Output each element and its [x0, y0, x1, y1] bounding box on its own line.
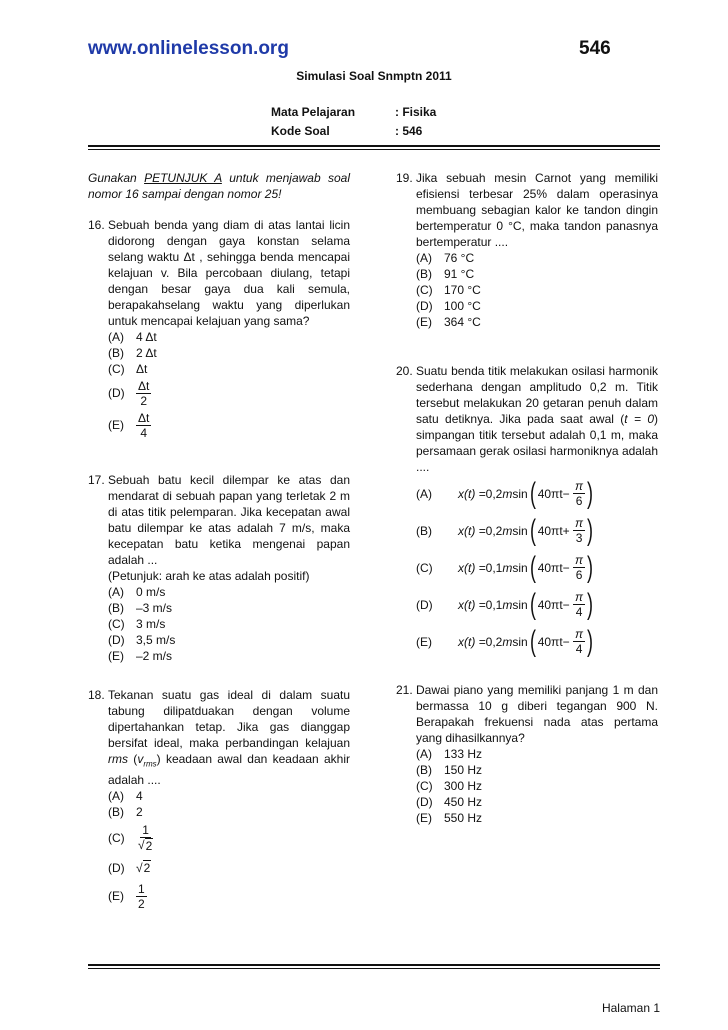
document-number: 546	[579, 38, 611, 59]
question-16	[88, 217, 350, 441]
formula: x(t) = 0,2 m sin ( 40πt − $\frac{\pi}{4}$ )	[458, 624, 594, 658]
question-number: 20.	[396, 364, 413, 378]
fraction: $\frac{\Delta t}{4}$	[138, 410, 150, 440]
option-c[interactable]: (C) 300 Hz	[416, 779, 483, 793]
question-number: 19.	[396, 171, 413, 185]
formula: x(t) = 0,2 m sin ( 40πt − $\frac{\pi}{6}$ )	[458, 476, 594, 510]
header-rule-thick	[88, 145, 660, 147]
option-d[interactable]: (D) √ 2	[108, 861, 151, 876]
answer-options	[416, 475, 658, 660]
option-d[interactable]: (D) 450 Hz	[416, 795, 483, 809]
option-d[interactable]: (D) x(t) = 0,1 m sin ( 40πt − $\frac{\pi}{4}$ )	[416, 587, 594, 621]
fraction: $\frac{\pi}{4}$	[575, 627, 584, 656]
option-c[interactable]: (C) 170 °C	[416, 283, 481, 297]
header-rule-thin	[88, 149, 660, 150]
answer-options	[108, 584, 350, 664]
question-text: Sebuah batu kecil dilempar ke atas dan mendarat di sebuah papan yang terletak 2 m di atas titik pelemparan. Jika kecepatan awal batu dilempar ke atas adalah 7 m/s, maka kecepatan batu ketika mengenai papan adalah ...	[108, 473, 350, 567]
fraction: $\frac{\pi}{4}$	[575, 590, 584, 619]
option-b[interactable]: (B) x(t) = 0,2 m sin ( 40πt + $\frac{\pi}{3}$ )	[416, 513, 594, 547]
option-b[interactable]: (B) 150 Hz	[416, 763, 483, 777]
option-a[interactable]: (A) 0 m/s	[108, 585, 166, 599]
option-d[interactable]: (D) 100 °C	[416, 299, 481, 313]
option-e[interactable]: (E) –2 m/s	[108, 649, 173, 663]
option-a[interactable]: (A) 76 °C	[416, 251, 475, 265]
option-e[interactable]: (E) $\frac{\Delta t}{4}$	[108, 410, 150, 440]
question-21	[396, 682, 658, 826]
option-a[interactable]: (A) 4 Δt	[108, 330, 157, 344]
option-b[interactable]: (B) 2	[108, 805, 143, 820]
fraction: 1 √ 2	[138, 823, 153, 854]
option-e[interactable]: (E) x(t) = 0,2 m sin ( 40πt − $\frac{\pi}{4}$ )	[416, 624, 594, 658]
option-c[interactable]: (C) Δt	[108, 362, 148, 376]
fraction: $\frac{\Delta t}{2}$	[138, 378, 150, 408]
question-text: Sebuah benda yang diam di atas lantai licin didorong dengan gaya konstan selama selang waktu Δt , sehingga benda mencapai kelajuan v. Bila percobaan diulang, tetapi dengan besar gaya dua kali semula, berapakahselang waktu yang diperlukan untuk mencapai kelajuan yang sama?	[108, 218, 350, 328]
fraction: $\frac{\pi}{6}$	[575, 479, 584, 508]
question-text: Suatu benda titik melakukan osilasi harmonik sederhana dengan amplitudo 0,2 m. Titik tersebut melakukan 20 getaran penuh dalam satu detiknya. Jika pada saat awal (t = 0) simpangan titik tersebut adalah 0,1 m, maka persamaan gerak osilasi harmoniknya adalah ....	[416, 364, 658, 474]
question-17	[88, 472, 350, 664]
option-c[interactable]: (C) 1 √ 2	[108, 820, 350, 856]
left-column	[88, 170, 350, 202]
question-18	[88, 687, 350, 912]
answer-options	[108, 788, 350, 912]
option-b[interactable]: (B) 91 °C	[416, 267, 475, 281]
answer-options	[416, 746, 658, 826]
option-c[interactable]: (C) x(t) = 0,1 m sin ( 40πt − $\frac{\pi}{6}$ )	[416, 550, 594, 584]
meta-label-subject: Mata Pelajaran	[271, 105, 356, 119]
document-subtitle: Simulasi Soal Snmptn 2011	[296, 69, 452, 83]
page-label: Halaman 1	[601, 1001, 660, 1015]
question-hint: (Petunjuk: arah ke atas adalah positif)	[108, 569, 310, 583]
answer-options	[416, 250, 658, 330]
option-c[interactable]: (C) 3 m/s	[108, 617, 166, 631]
question-number: 17.	[88, 473, 105, 487]
option-a[interactable]: (A) 133 Hz	[416, 747, 483, 761]
meta-value-subject: : Fisika	[395, 105, 437, 119]
question-text: Tekanan suatu gas ideal di dalam suatu tabung dilipatduakan dengan volume dipertahankan tetap. Jika gas dianggap bersifat ideal, maka perbandingan kelajuan rms $(v_{rms})$ keadaan awal dan keadaan akhir adalah ....	[108, 688, 350, 788]
answer-options	[108, 329, 350, 441]
meta-labels	[271, 103, 355, 141]
question-number: 21.	[396, 683, 413, 697]
meta-label-code: Kode Soal	[271, 124, 330, 138]
instructions: Gunakan PETUNJUK A untuk menjawab soal nomor 16 sampai dengan nomor 25!	[88, 171, 350, 201]
sqrt-icon: √ 2	[138, 838, 153, 854]
option-d[interactable]: (D) $\frac{\Delta t}{2}$	[108, 378, 150, 408]
option-d[interactable]: (D) 3,5 m/s	[108, 633, 176, 647]
meta-value-code: : 546	[395, 124, 423, 138]
question-number: 18.	[88, 688, 105, 702]
formula: x(t) = 0,1 m sin ( 40πt − $\frac{\pi}{4}$ )	[458, 587, 594, 621]
fraction: $\frac{\pi}{6}$	[575, 553, 584, 582]
question-20	[396, 363, 658, 660]
option-e[interactable]: (E) 550 Hz	[416, 811, 483, 825]
option-e[interactable]: (E) 364 °C	[416, 315, 481, 329]
option-a[interactable]: (A) 4	[108, 789, 143, 804]
sqrt-icon: √ 2	[136, 861, 151, 876]
instruction-code: PETUNJUK A	[144, 171, 222, 185]
question-19	[396, 170, 658, 330]
footer-rule-thick	[88, 964, 660, 966]
question-text: Jika sebuah mesin Carnot yang memiliki efisiensi terbesar 25% dalam operasinya membuang sebagian kalor ke tandon dingin bertemperatur 0 °C, maka tandon panasnya bertemperatur ....	[416, 171, 658, 249]
question-number: 16.	[88, 218, 105, 232]
option-b[interactable]: (B) –3 m/s	[108, 601, 173, 615]
option-a[interactable]: (A) x(t) = 0,2 m sin ( 40πt − $\frac{\pi}{6}$ )	[416, 476, 594, 510]
fraction: $\frac{1}{2}$	[138, 881, 145, 911]
formula: x(t) = 0,2 m sin ( 40πt + $\frac{\pi}{3}$ )	[458, 513, 594, 547]
question-text: Dawai piano yang memiliki panjang 1 m dan bermassa 10 g diberi tegangan 900 N. Berapakah frekuensi nada atas pertama yang dihasilkannya?	[416, 683, 658, 745]
site-url[interactable]: www.onlinelesson.org	[88, 38, 289, 59]
footer-rule-thin	[88, 968, 660, 969]
option-e[interactable]: (E) $\frac{1}{2}$	[108, 881, 145, 911]
meta-values	[395, 103, 436, 141]
formula: x(t) = 0,1 m sin ( 40πt − $\frac{\pi}{6}$ )	[458, 550, 594, 584]
fraction: $\frac{\pi}{3}$	[575, 516, 584, 545]
option-b[interactable]: (B) 2 Δt	[108, 346, 157, 360]
